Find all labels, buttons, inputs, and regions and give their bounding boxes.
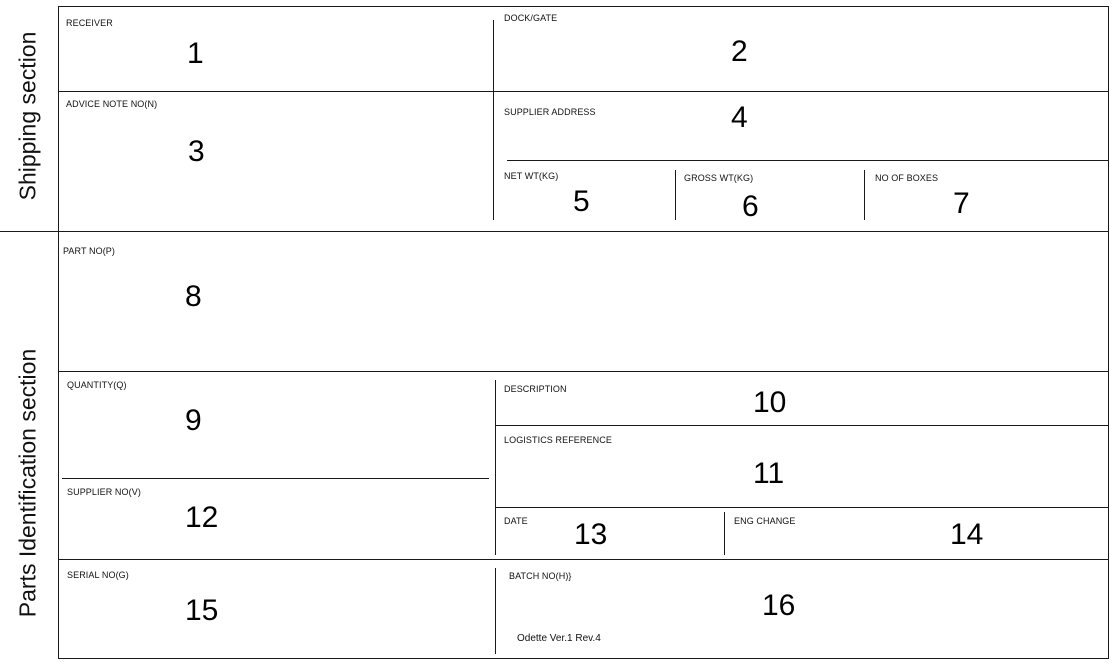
grid-line-gross-boxes-split xyxy=(864,170,865,220)
grid-line-description-end xyxy=(496,425,1108,426)
logistics-reference-label: LOGISTICS REFERENCE xyxy=(504,435,612,445)
grid-line-shipping-end xyxy=(58,231,1108,232)
form-border-bottom xyxy=(58,658,1108,659)
batch-no-label: BATCH NO(H)} xyxy=(509,571,572,581)
advice-note-number: 3 xyxy=(188,135,205,168)
grid-line-row1 xyxy=(58,91,1108,92)
serial-no-label: SERIAL NO(G) xyxy=(67,570,129,580)
supplier-no-label: SUPPLIER NO(V) xyxy=(67,487,141,497)
no-of-boxes-number: 7 xyxy=(953,187,970,220)
supplier-no-number: 12 xyxy=(185,501,219,534)
eng-change-number: 14 xyxy=(950,518,984,551)
logistics-reference-number: 11 xyxy=(753,457,785,490)
dock-gate-label: DOCK/GATE xyxy=(504,13,558,23)
serial-no-number: 15 xyxy=(185,594,219,627)
gross-wt-number: 6 xyxy=(742,190,759,223)
eng-change-label: ENG CHANGE xyxy=(734,516,796,526)
quantity-number: 9 xyxy=(185,404,202,437)
grid-line-parts-split xyxy=(495,380,496,555)
supplier-address-number: 4 xyxy=(731,101,748,134)
grid-line-partno-end xyxy=(58,371,1108,372)
supplier-address-label: SUPPLIER ADDRESS xyxy=(504,107,596,117)
form-border-top xyxy=(58,6,1108,7)
form-border-right xyxy=(1108,6,1109,659)
grid-line-net-gross-split xyxy=(675,170,676,220)
no-of-boxes-label: NO OF BOXES xyxy=(875,173,939,183)
quantity-label: QUANTITY(Q) xyxy=(67,380,127,390)
date-number: 13 xyxy=(574,518,608,551)
grid-line-row-serial xyxy=(58,559,1108,560)
batch-no-number: 16 xyxy=(762,589,796,622)
receiver-label: RECEIVER xyxy=(66,18,113,28)
description-number: 10 xyxy=(753,386,787,419)
part-no-number: 8 xyxy=(185,280,202,313)
receiver-number: 1 xyxy=(187,37,204,70)
grid-line-shipping-split xyxy=(493,20,494,220)
description-label: DESCRIPTION xyxy=(504,384,567,394)
parts-identification-section-label: Parts Identification section xyxy=(14,348,41,618)
grid-line-batch-split xyxy=(495,568,496,654)
grid-line-date-eng-split xyxy=(724,512,725,555)
part-no-label: PART NO(P) xyxy=(63,246,116,256)
shipping-section-label: Shipping section xyxy=(14,31,41,201)
form-border-left xyxy=(58,6,59,659)
version-footer: Odette Ver.1 Rev.4 xyxy=(517,633,601,644)
section-divider-tick xyxy=(0,231,58,232)
net-wt-label: NET WT(KG) xyxy=(504,171,559,181)
net-wt-number: 5 xyxy=(573,185,590,218)
grid-line-quantity-end xyxy=(62,478,489,479)
date-label: DATE xyxy=(504,516,528,526)
dock-gate-number: 2 xyxy=(731,35,748,68)
gross-wt-label: GROSS WT(KG) xyxy=(684,173,754,183)
grid-line-address xyxy=(507,160,1108,161)
grid-line-logistics-end xyxy=(496,507,1108,508)
advice-note-label: ADVICE NOTE NO(N) xyxy=(66,99,158,109)
